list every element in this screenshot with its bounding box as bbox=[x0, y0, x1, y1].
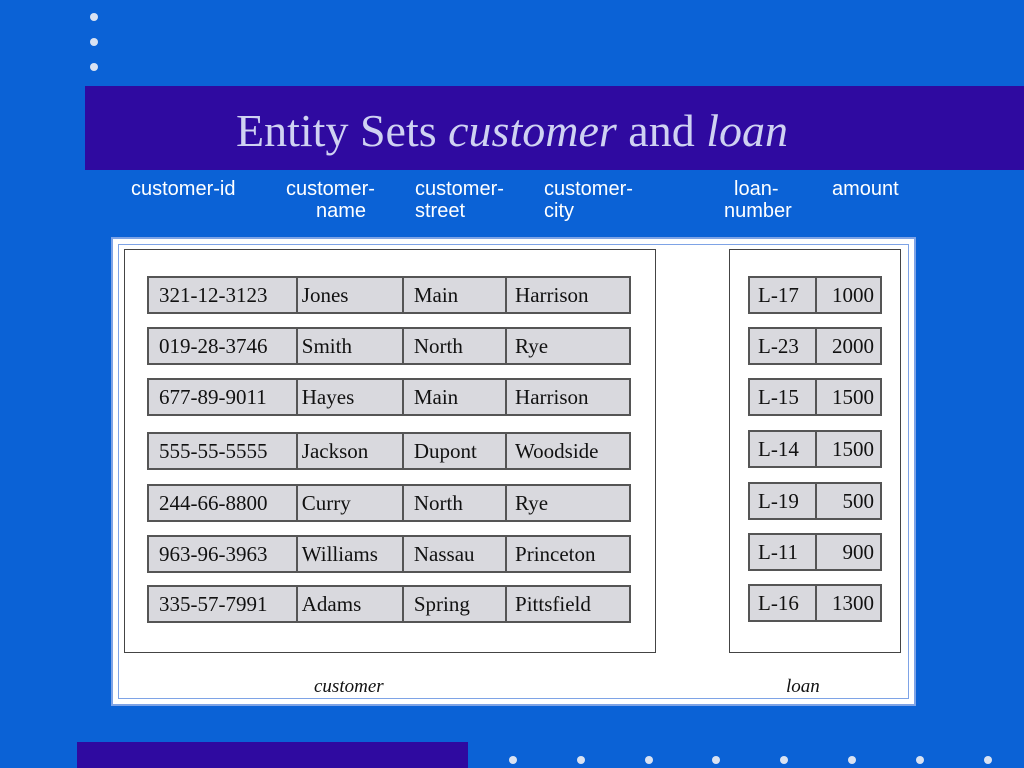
decor-dot bbox=[848, 756, 856, 764]
loan-number-cell: L-11 bbox=[750, 535, 817, 569]
customer-name-cell: Williams bbox=[298, 537, 404, 571]
customer-id-cell: 555-55-5555 bbox=[149, 434, 298, 468]
customer-street-cell: North bbox=[404, 486, 507, 520]
customer-id-cell: 244-66-8800 bbox=[149, 486, 298, 520]
customer-street-cell: North bbox=[404, 329, 507, 363]
customer-id-cell: 019-28-3746 bbox=[149, 329, 298, 363]
col-header-customer-city: customer- city bbox=[544, 178, 633, 222]
col-header-customer-street: customer- street bbox=[415, 178, 504, 222]
loan-number-cell: L-15 bbox=[750, 380, 817, 414]
customer-row bbox=[147, 432, 631, 470]
customer-id-cell: 677-89-9011 bbox=[149, 380, 298, 414]
decor-dot bbox=[984, 756, 992, 764]
decor-dot bbox=[916, 756, 924, 764]
col-header-loan-number: loan- number bbox=[724, 178, 792, 222]
customer-name-cell: Adams bbox=[298, 587, 404, 621]
slide-title: Entity Sets customer and loan bbox=[236, 105, 788, 156]
customer-name-cell: Jackson bbox=[298, 434, 404, 468]
customer-street-cell: Main bbox=[404, 380, 507, 414]
customer-city-cell: Pittsfield bbox=[515, 591, 591, 616]
col-header-customer-name: customer- name bbox=[286, 178, 375, 222]
customer-street-cell: Spring bbox=[404, 587, 507, 621]
loan-number-cell: L-19 bbox=[750, 484, 817, 518]
customer-city-cell: Princeton bbox=[515, 541, 596, 566]
customer-street-cell: Dupont bbox=[404, 434, 507, 468]
customer-row bbox=[147, 484, 631, 522]
loan-row bbox=[748, 533, 882, 571]
loan-row bbox=[748, 378, 882, 416]
loan-row bbox=[748, 482, 882, 520]
col-header-customer-id: customer-id bbox=[131, 178, 236, 200]
customer-city-cell: Rye bbox=[515, 490, 549, 515]
loan-row bbox=[748, 276, 882, 314]
loan-amount-cell: 2000 bbox=[832, 333, 874, 358]
customer-row bbox=[147, 276, 631, 314]
customer-row bbox=[147, 535, 631, 573]
decor-dot bbox=[509, 756, 517, 764]
col-header-amount: amount bbox=[832, 178, 899, 200]
decor-dot bbox=[90, 38, 98, 46]
loan-caption: loan bbox=[786, 676, 820, 697]
decor-dot bbox=[645, 756, 653, 764]
customer-name-cell: Hayes bbox=[298, 380, 404, 414]
customer-name-cell: Curry bbox=[298, 486, 404, 520]
loan-amount-cell: 1500 bbox=[832, 436, 874, 461]
loan-row bbox=[748, 584, 882, 622]
decor-dot bbox=[712, 756, 720, 764]
customer-city-cell: Woodside bbox=[515, 438, 599, 463]
customer-street-cell: Nassau bbox=[404, 537, 507, 571]
loan-amount-cell: 1500 bbox=[832, 384, 874, 409]
customer-id-cell: 335-57-7991 bbox=[149, 587, 298, 621]
customer-street-cell: Main bbox=[404, 278, 507, 312]
loan-number-cell: L-17 bbox=[750, 278, 817, 312]
loan-amount-cell: 1000 bbox=[832, 282, 874, 307]
decor-dot bbox=[90, 63, 98, 71]
customer-row bbox=[147, 585, 631, 623]
loan-amount-cell: 500 bbox=[842, 488, 874, 513]
customer-name-cell: Jones bbox=[298, 278, 404, 312]
customer-row bbox=[147, 327, 631, 365]
customer-caption: customer bbox=[314, 676, 384, 697]
loan-row bbox=[748, 327, 882, 365]
customer-name-cell: Smith bbox=[298, 329, 404, 363]
loan-number-cell: L-23 bbox=[750, 329, 817, 363]
decor-dot bbox=[780, 756, 788, 764]
customer-row bbox=[147, 378, 631, 416]
loan-amount-cell: 900 bbox=[842, 539, 874, 564]
customer-city-cell: Rye bbox=[515, 333, 549, 358]
customer-id-cell: 321-12-3123 bbox=[149, 278, 298, 312]
loan-number-cell: L-16 bbox=[750, 586, 817, 620]
decor-dot bbox=[577, 756, 585, 764]
loan-number-cell: L-14 bbox=[750, 432, 817, 466]
customer-city-cell: Harrison bbox=[515, 282, 589, 307]
bottom-band bbox=[77, 742, 468, 768]
loan-amount-cell: 1300 bbox=[832, 590, 874, 615]
customer-id-cell: 963-96-3963 bbox=[149, 537, 298, 571]
decor-dot bbox=[90, 13, 98, 21]
customer-city-cell: Harrison bbox=[515, 384, 589, 409]
loan-row bbox=[748, 430, 882, 468]
